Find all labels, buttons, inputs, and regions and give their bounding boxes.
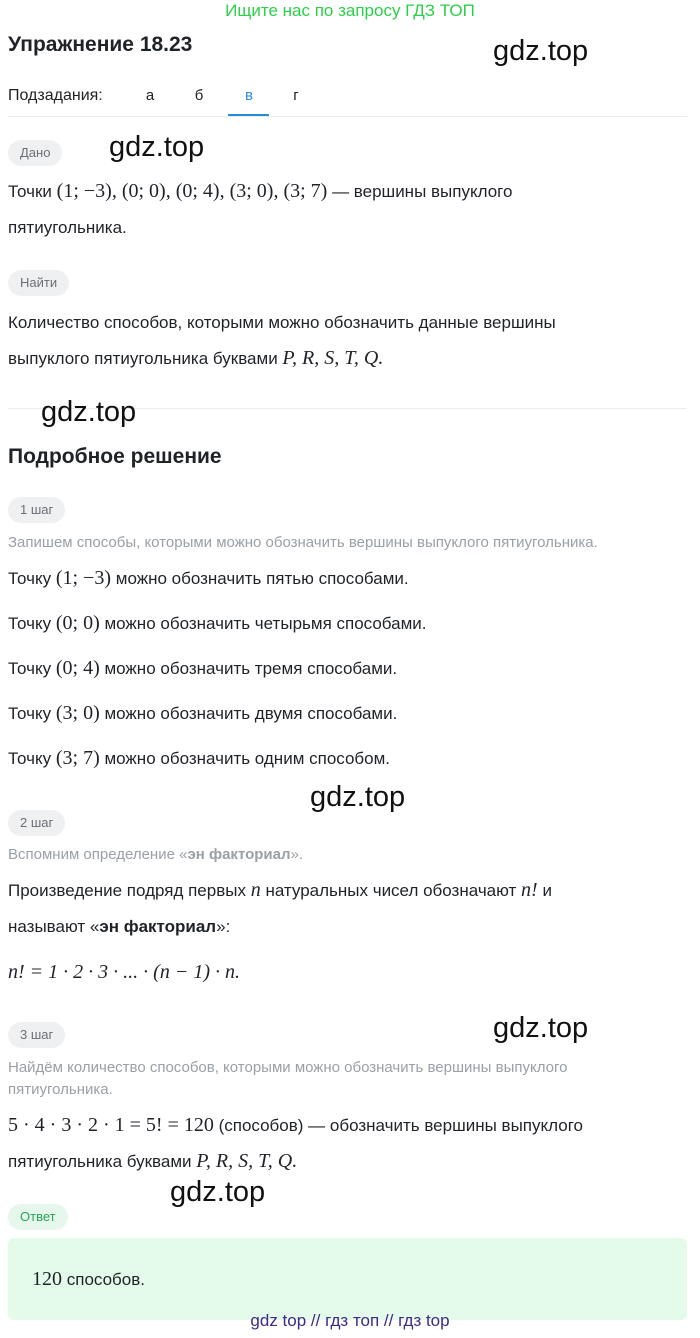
given-chip: Дано [8,140,62,166]
step3-chip: 3 шаг [8,1022,65,1048]
step1-word: Точку [8,569,52,588]
step2-nfact: n! [521,879,538,901]
given-line-2: пятиугольника. [8,218,127,237]
step2-note-pre: Вспомним определение « [8,846,188,863]
step1-note: Запишем способы, которыми можно обозначить вершины выпуклого пятиугольника. [8,534,598,551]
answer-number: 120 [32,1268,62,1290]
step3-line2-pre: пятиугольника буквами [8,1152,192,1171]
step1-row-5 [8,740,390,777]
step1-row-1 [8,560,409,597]
step3-line-1 [8,1107,583,1144]
step2-line1-pre: Произведение подряд первых [8,881,246,900]
step1-row-3 [8,650,397,687]
step1-row-4 [8,695,397,732]
step3-formula: 5 · 4 · 3 · 2 · 1 = 5! = 120 [8,1114,214,1136]
given-pre: Точки [8,182,52,201]
step1-chip: 1 шаг [8,497,65,523]
step2-n: n [250,879,261,901]
step2-line2-bold: эн факториал [99,917,217,936]
step2-line-2 [8,909,230,945]
tab-a[interactable]: а [145,87,155,104]
find-letters: P, R, S, T, Q. [282,347,384,369]
step2-formula [8,954,240,991]
step1-word: Точку [8,614,52,633]
find-line-1: Количество способов, которыми можно обозначить данные вершины [8,313,556,332]
step3-note-1: Найдём количество способов, которыми можно обозначить вершины выпуклого [8,1059,568,1076]
tab-g[interactable]: г [293,87,299,104]
page-title: Упражнение 18.23 [8,33,193,56]
step1-word: Точку [8,659,52,678]
search-banner: Ищите нас по запросу ГДЗ ТОП [225,1,475,20]
answer-chip: Ответ [8,1204,68,1230]
answer-word: способов. [66,1270,145,1289]
tab-b[interactable]: б [194,87,204,104]
step3-note-2: пятиугольника. [8,1081,113,1098]
watermark: gdz.top [310,781,406,813]
subtasks-label: Подзадания: [8,87,103,104]
step1-word: Точку [8,749,52,768]
step1-text: можно обозначить четырьмя способами. [104,614,427,633]
step2-note-bold: эн факториал [187,846,291,863]
answer-text [32,1261,145,1298]
step2-line1-post: и [542,881,552,900]
watermark: gdz.top [493,35,589,67]
watermark: gdz.top [170,1176,266,1208]
tab-v[interactable]: в [245,87,253,104]
step3-line1-post: (способов) — обозначить вершины выпуклого [218,1116,583,1135]
tabs-divider [8,116,687,117]
step1-row-2 [8,605,427,642]
step2-line-1 [8,872,552,909]
step2-note-post: ». [290,846,304,863]
step1-point: (3; 7) [55,747,100,769]
step2-line2-post: »: [216,917,231,936]
given-points: (1; −3), (0; 0), (0; 4), (3; 0), (3; 7) [56,180,328,202]
watermark: gdz.top [109,131,205,163]
watermark: gdz.top [493,1012,589,1044]
step1-point: (0; 0) [55,612,100,634]
given-post: — вершины выпуклого [332,182,513,201]
find-line-2 [8,340,383,377]
solution-title: Подробное решение [8,445,222,468]
footer-links[interactable]: gdz top // гдз топ // гдз top [250,1311,450,1330]
step3-line-2 [8,1143,297,1180]
step1-text: можно обозначить пятью способами. [115,569,409,588]
step1-text: можно обозначить двумя способами. [104,704,398,723]
step1-point: (1; −3) [55,567,112,589]
step2-formula-text: n! = 1 · 2 · 3 · ... · (n − 1) · n. [8,961,240,983]
given-line-1 [8,173,512,210]
step2-chip: 2 шаг [8,810,65,836]
step1-word: Точку [8,704,52,723]
step1-point: (3; 0) [55,702,100,724]
step1-point: (0; 4) [55,657,100,679]
step1-text: можно обозначить тремя способами. [104,659,398,678]
watermark: gdz.top [41,396,137,428]
step1-text: можно обозначить одним способом. [104,749,391,768]
step2-note [8,844,303,866]
step2-line1-mid: натуральных чисел обозначают [265,881,517,900]
step2-line2-pre: называют « [8,917,100,936]
step3-letters: P, R, S, T, Q. [196,1150,298,1172]
find-pre: выпуклого пятиугольника буквами [8,349,278,368]
find-chip: Найти [8,270,69,296]
